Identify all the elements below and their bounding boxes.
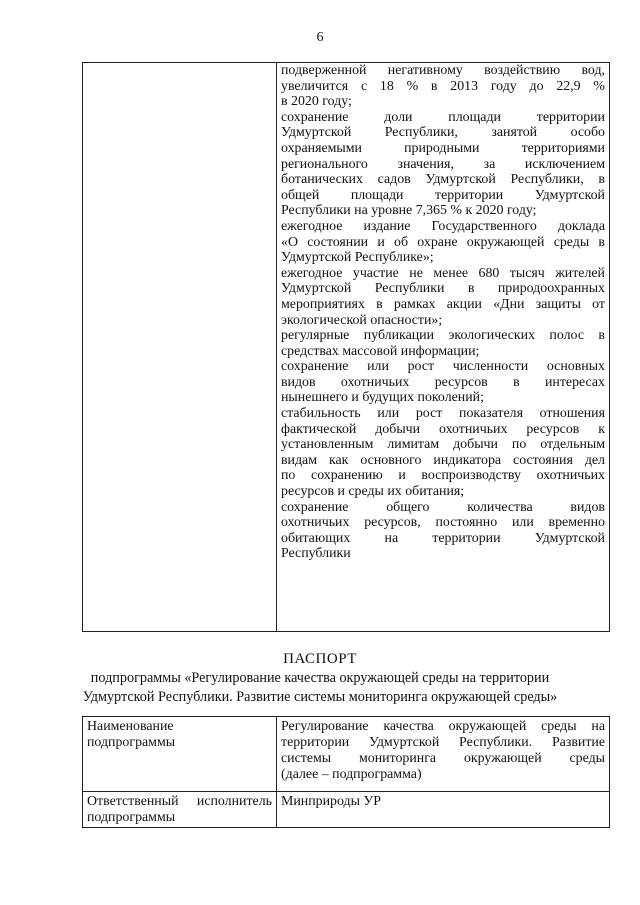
table-cell-label (83, 717, 277, 792)
target-text-line: обитающих на территории Удмуртской (281, 530, 605, 546)
target-text-line: Удмуртской Республики, занятой особо (281, 125, 605, 141)
target-text-line: видов охотничьих ресурсов в интересах (281, 374, 605, 390)
target-text-line: сохранение или рост численности основных (281, 359, 605, 375)
targets-cell (277, 63, 610, 632)
passport-subtitle (0, 669, 640, 707)
subprogram-name-line: Регулирование качества окружающей среды на (281, 719, 605, 734)
target-text-line: охраняемыми природными территориями (281, 140, 605, 156)
target-text-line: подверженной негативному воздействию вод, (281, 63, 605, 78)
target-text-line: регулярные публикации экологических полос в (281, 328, 605, 344)
label-line: Ответственный исполнитель (87, 794, 272, 809)
page-number: 6 (316, 30, 324, 45)
table-row (83, 717, 610, 792)
target-text-line: ресурсов и среды их обитания; (281, 484, 465, 500)
target-text-line: нынешнего и будущих поколений; (281, 390, 484, 406)
target-text-line: по сохранению и воспроизводству охотничьих (281, 468, 605, 484)
table-cell-empty (83, 63, 277, 632)
passport-subtitle-line: подпрограммы «Регулирование качества окружающей среды на территории (90, 670, 550, 686)
target-text-line: стабильность или рост показателя отношения (281, 406, 605, 422)
responsible-executor: Минприроды УР (281, 794, 381, 809)
target-text-line: регионального значения, за исключением (281, 156, 605, 172)
target-text-line: в 2020 году; (281, 94, 352, 110)
target-text-line: сохранение доли площади территории (281, 109, 605, 125)
subprogram-name-line: системы мониторинга окружающей среды (281, 751, 605, 766)
target-text-line: Республики (281, 546, 351, 562)
target-text-line: общей площади территории Удмуртской (281, 187, 605, 203)
target-text-line: Удмуртской Республике»; (281, 250, 434, 266)
label-line: подпрограммы (87, 735, 176, 750)
target-text-line: Удмуртской Республики в природоохранных (281, 281, 605, 297)
target-text-line: «О состоянии и об охране окружающей среды в (281, 234, 605, 250)
table-cell-value (277, 717, 610, 792)
table-row (83, 63, 610, 632)
passport-table (82, 716, 610, 828)
subprogram-name-line: (далее – подпрограмма) (281, 767, 422, 782)
passport-title: ПАСПОРТ (283, 651, 357, 667)
table-cell-label (83, 792, 277, 828)
target-text-line: установленным лимитам добычи по отдельным (281, 437, 605, 453)
passport-subtitle-line: Удмуртской Республики. Развитие системы мониторинга окружающей среды» (82, 689, 558, 705)
label-line: Наименование (87, 719, 174, 734)
table-cell-value (277, 792, 610, 828)
target-text-line: Республики на уровне 7,365 % к 2020 году; (281, 203, 537, 219)
target-text-line: ежегодное издание Государственного доклада (281, 218, 605, 234)
target-text-line: фактической добычи охотничьих ресурсов к (281, 421, 605, 437)
target-text-line: ежегодное участие не менее 680 тысяч жителей (281, 265, 605, 281)
table-row (83, 792, 610, 828)
target-text-line: сохранение общего количества видов (281, 499, 605, 515)
target-text-line: охотничьих ресурсов, постоянно или временно (281, 515, 605, 531)
target-text-line: видам как основного индикатора состояния дел (281, 452, 605, 468)
target-text-line: средствах массовой информации; (281, 343, 480, 359)
continuation-table (82, 62, 610, 632)
label-line: подпрограммы (87, 810, 176, 825)
target-text-line: ботанических садов Удмуртской Республики, в (281, 172, 605, 188)
target-text-line: экологической опасности»; (281, 312, 443, 328)
target-text-line: мероприятиях в рамках акции «Дни защиты от (281, 296, 605, 312)
subprogram-name-line: территории Удмуртской Республики. Развитие (281, 735, 605, 750)
target-text-line: увеличится с 18 % в 2013 году до 22,9 % (281, 78, 605, 94)
